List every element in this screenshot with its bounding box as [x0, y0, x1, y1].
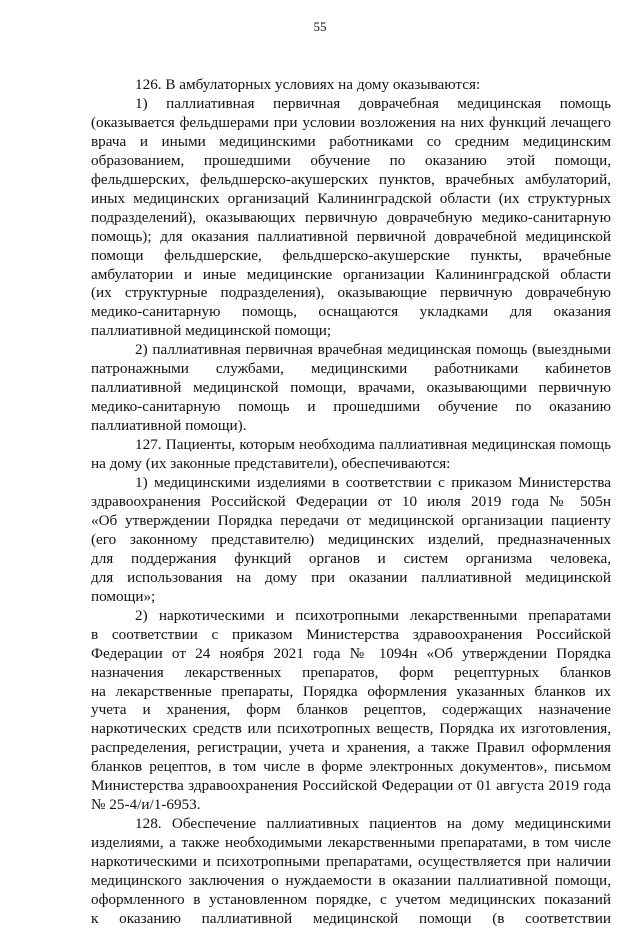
text-line: паллиативной медицинской помощи, врачами, оказывающими первичную	[91, 379, 611, 397]
text-line: помощи фельдшерские, фельдшерско-акушерские пункты, врачебные	[91, 246, 611, 264]
text-line: Министерства здравоохранения Российской Федерации от 01 августа 2019 года	[91, 777, 611, 795]
text-line: назначения лекарственных препаратов, форм рецептурных бланков	[91, 663, 611, 681]
text-line: для поддержания функций органов и систем организма человека,	[91, 549, 611, 567]
paragraph	[91, 474, 611, 607]
paragraph	[91, 815, 611, 929]
text-line: здравоохранения Российской Федерации от 10 июля 2019 года № 505н	[91, 492, 611, 510]
text-line: патронажными службами, медицинскими работниками кабинетов	[91, 360, 611, 378]
text-line: распределения, регистрации, учета и хранения, а также Правил оформления	[91, 739, 611, 757]
text-line: паллиативной медицинской помощи;	[91, 322, 332, 340]
text-line: помощь); для оказания паллиативной первичной доврачебной медицинской	[91, 227, 611, 245]
text-line: изделиями, а также необходимыми лекарственными препаратами, в том числе	[91, 834, 611, 852]
text-line: 128. Обеспечение паллиативных пациентов на дому медицинскими	[135, 815, 611, 833]
text-line: медико-санитарную помощь и прошедшими обучение по оказанию	[91, 398, 611, 416]
text-line: учета и хранения, форм бланков рецептов, содержащих назначение	[91, 701, 611, 719]
paragraph	[91, 76, 611, 95]
text-line: наркотическими и психотропными препаратами, осуществляется при наличии	[91, 853, 611, 871]
paragraph	[91, 341, 611, 436]
text-line: оформленного в установленном порядке, с учетом медицинских показаний	[91, 890, 611, 908]
text-line: медико-санитарную помощь, оснащаются укладками для оказания	[91, 303, 611, 321]
text-line: врача и иными медицинскими работниками со средним медицинским	[91, 132, 611, 150]
text-line: 2) паллиативная первичная врачебная медицинская помощь (выездными	[135, 341, 611, 359]
text-line: Федерации от 24 ноября 2021 года № 1094н «Об утверждении Порядка	[91, 644, 611, 662]
paragraph	[91, 95, 611, 341]
text-line: 2) наркотическими и психотропными лекарственными препаратами	[135, 606, 611, 624]
paragraph	[91, 607, 611, 815]
text-line: 1) медицинскими изделиями в соответствии с приказом Министерства	[135, 474, 611, 492]
text-line: в соответствии с приказом Министерства здравоохранения Российской	[91, 625, 611, 643]
text-line: 127. Пациенты, которым необходима паллиативная медицинская помощь	[135, 436, 611, 454]
text-line: наркотических средств или психотропных веществ, Порядка их изготовления,	[91, 720, 611, 738]
text-line: образованием, прошедшими обучение по оказанию этой помощи,	[91, 151, 611, 169]
text-line: № 25-4/и/1-6953.	[91, 796, 201, 814]
text-line: амбулатории и иные медицинские организации Калининградской области	[91, 265, 611, 283]
text-line: медицинского заключения о нуждаемости в оказании паллиативной помощи,	[91, 872, 611, 890]
text-line: для использования на дому при оказании паллиативной медицинской	[91, 568, 611, 586]
text-line: помощи»;	[91, 587, 156, 605]
text-line: на лекарственные препараты, Порядка оформления указанных бланков их	[91, 682, 611, 700]
text-line: подразделений), оказывающих первичную доврачебную медико-санитарную	[91, 208, 611, 226]
text-line: фельдшерских, фельдшерско-акушерских пунктов, врачебных амбулаторий,	[91, 170, 611, 188]
text-line: «Об утверждении Порядка передачи от медицинской организации пациенту	[91, 511, 611, 529]
document-body	[91, 76, 611, 929]
paragraph	[91, 436, 611, 474]
text-line: 126. В амбулаторных условиях на дому оказываются:	[135, 76, 481, 93]
page-number: 55	[313, 19, 327, 34]
text-line: на дому (их законные представители), обеспечиваются:	[91, 455, 451, 473]
text-line: паллиативной помощи).	[91, 417, 247, 435]
text-line: (оказывается фельдшерами при условии возложения на них функций лечащего	[91, 113, 611, 131]
text-line: 1) паллиативная первичная доврачебная медицинская помощь	[135, 94, 611, 112]
text-line: иных медицинских организаций Калининградской области (их структурных	[91, 189, 611, 207]
text-line: (их структурные подразделения), оказывающие первичную доврачебную	[91, 284, 611, 302]
text-line: бланков рецептов, в том числе в форме электронных документов», письмом	[91, 758, 611, 776]
text-line: к оказанию паллиативной медицинской помощи (в соответствии	[91, 909, 611, 927]
text-line: (его законному представителю) медицинских изделий, предназначенных	[91, 530, 611, 548]
